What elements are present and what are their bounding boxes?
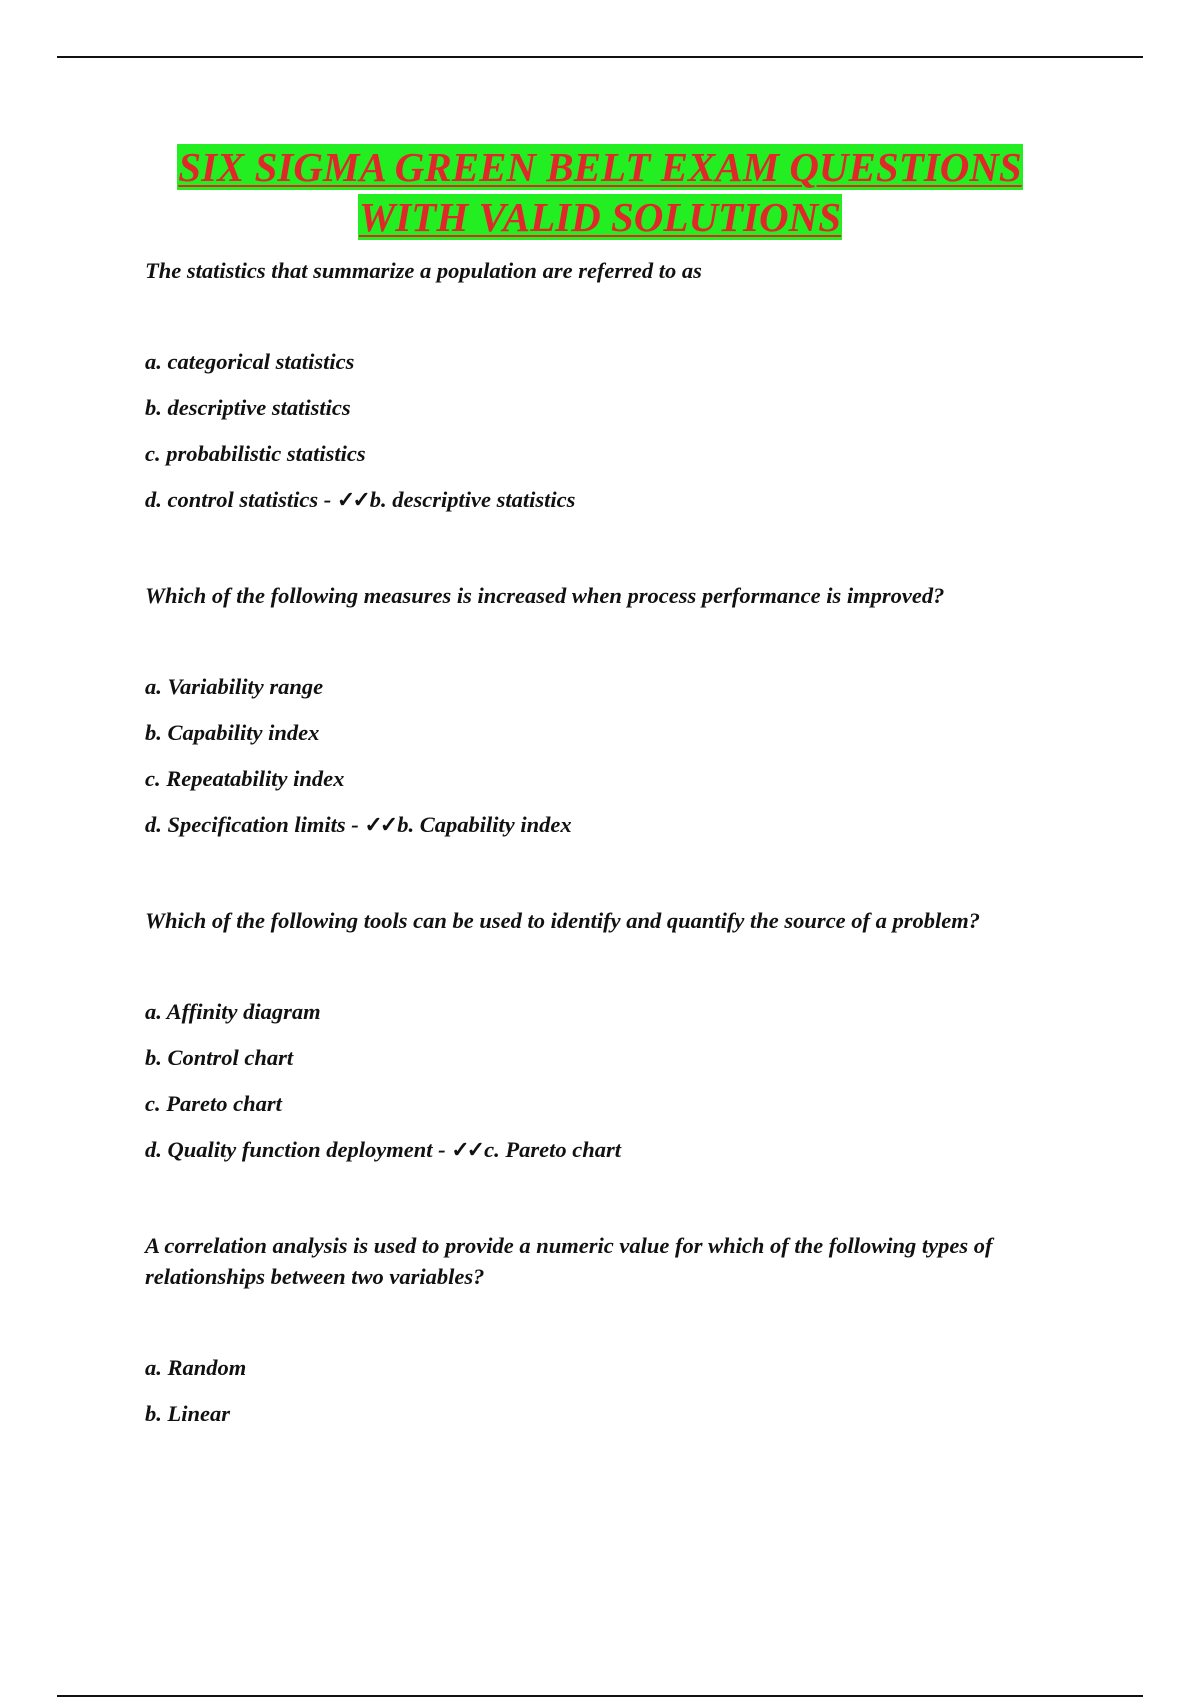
option-d: d. control statistics - [145, 487, 337, 512]
answer-text: b. descriptive statistics [369, 487, 576, 512]
option-b: b. Linear [145, 1401, 231, 1426]
double-check-icon: ✓✓ [364, 812, 396, 837]
option-b: b. Control chart [145, 1045, 294, 1070]
option-c: c. probabilistic statistics [145, 441, 366, 466]
header-rule [57, 56, 1143, 58]
question-block-3 [145, 905, 1105, 1165]
answer-text: c. Pareto chart [484, 1137, 621, 1162]
document-title [0, 142, 1200, 242]
option-a: a. Random [145, 1355, 247, 1380]
footer-rule [57, 1695, 1143, 1697]
double-check-icon: ✓✓ [336, 487, 368, 512]
option-d: d. Specification limits - [145, 812, 365, 837]
answer-text: b. Capability index [397, 812, 572, 837]
title-line-1: SIX SIGMA GREEN BELT EXAM QUESTIONS [178, 144, 1022, 190]
option-c: c. Pareto chart [145, 1091, 282, 1116]
option-a: a. categorical statistics [145, 349, 355, 374]
question-text: Which of the following measures is increased when process performance is improved? [145, 583, 945, 608]
question-text: The statistics that summarize a population are referred to as [145, 258, 702, 283]
question-block-1 [145, 255, 1105, 515]
title-line-2: WITH VALID SOLUTIONS [358, 194, 842, 240]
option-d-with-answer [145, 484, 1105, 515]
option-b: b. Capability index [145, 720, 320, 745]
option-d-with-answer [145, 1134, 1105, 1165]
option-b: b. descriptive statistics [145, 395, 351, 420]
question-block-2 [145, 580, 1105, 840]
question-block-4 [145, 1230, 1105, 1429]
double-check-icon: ✓✓ [451, 1137, 483, 1162]
option-c: c. Repeatability index [145, 766, 345, 791]
question-text: Which of the following tools can be used to identify and quantify the source of a problem? [145, 908, 981, 933]
option-d: d. Quality function deployment - [145, 1137, 452, 1162]
question-text: A correlation analysis is used to provide a numeric value for which of the following types of relationships between two variables? [145, 1233, 993, 1289]
question-list [145, 255, 1105, 1494]
option-d-with-answer [145, 809, 1105, 840]
option-a: a. Variability range [145, 674, 324, 699]
option-a: a. Affinity diagram [145, 999, 321, 1024]
